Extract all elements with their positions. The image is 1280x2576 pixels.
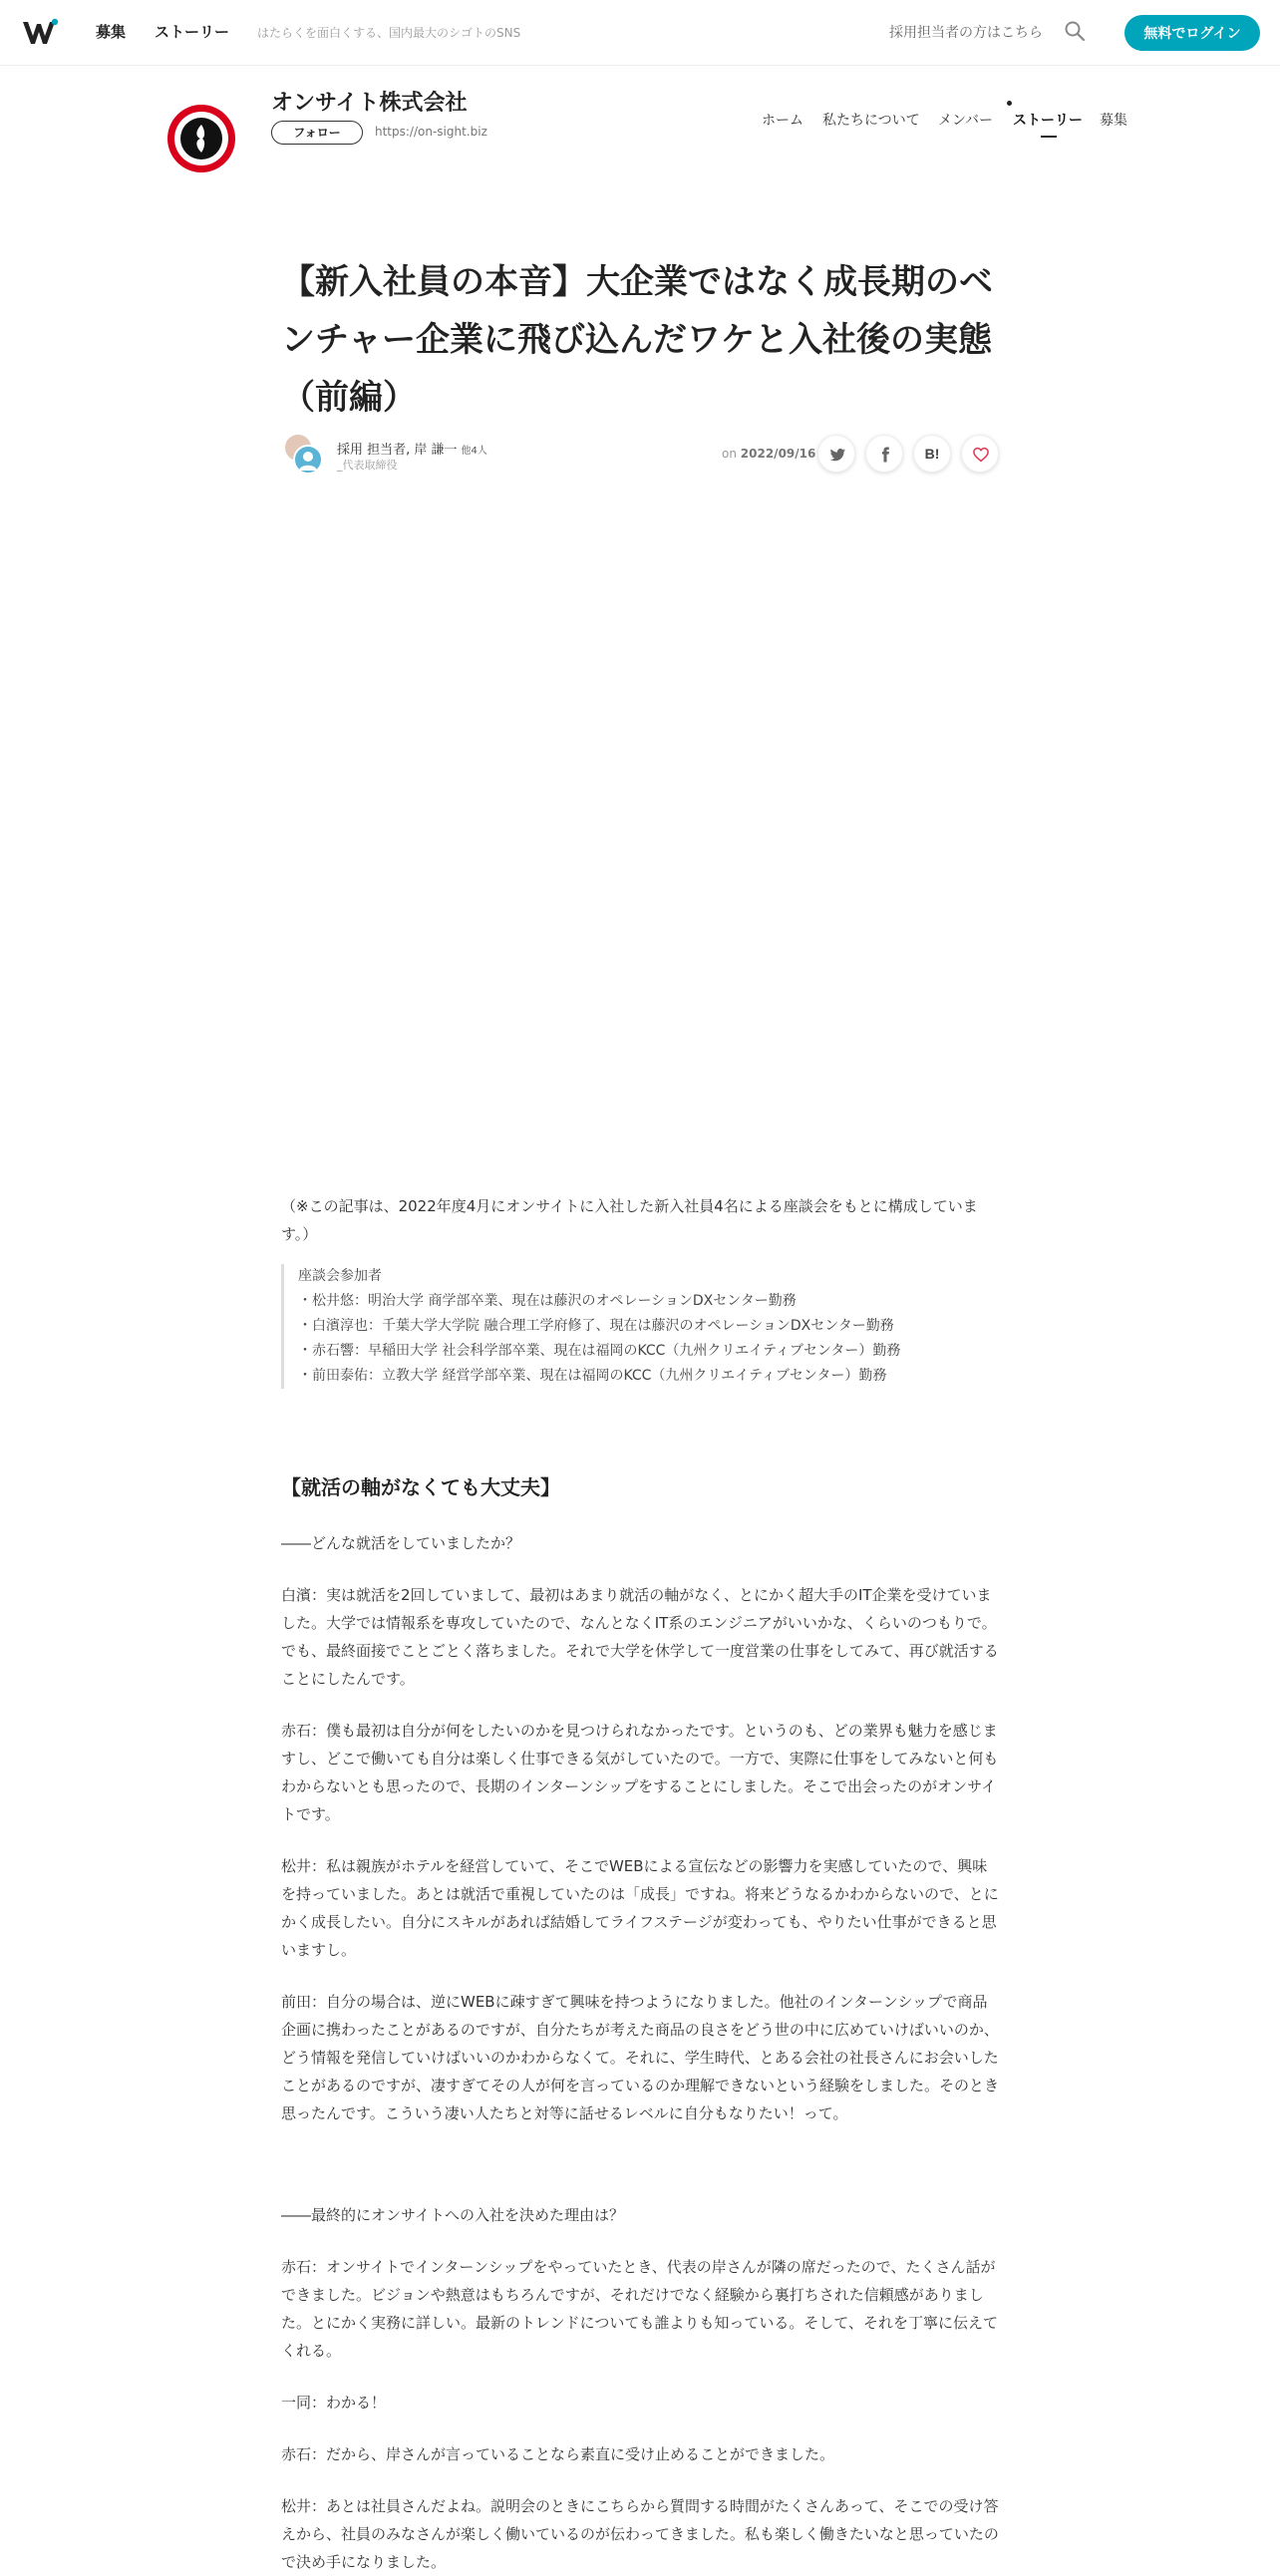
interview-answer: 赤石：だから、岸さんが言っていることなら素直に受け止めることができました。 (281, 2445, 835, 2463)
active-tab-underline (1041, 136, 1057, 138)
company-nav-members[interactable]: メンバー (938, 113, 994, 129)
nav-jobs-link[interactable]: 募集 (96, 23, 127, 41)
user-icon (295, 447, 321, 473)
author-others-count[interactable]: 他4人 (461, 446, 487, 457)
active-tab-dot (1007, 101, 1012, 106)
hatena-bookmark-icon: B! (924, 446, 940, 462)
company-logo-mark-icon (191, 123, 211, 155)
quote-line: ・赤石響：早稲田大学 社会科学部卒業、現在は福岡のKCC（九州クリエイティブセンター）勤務 (298, 1343, 901, 1359)
like-button[interactable] (961, 435, 999, 473)
author-role: _代表取締役 (337, 459, 398, 472)
interview-answer: 前田：自分の場合は、逆にWEBに疎すぎて興味を持つようになりました。他社のインターンシップで商品企画に携わったことがあるのですが、自分たちが考えた商品の良さをどう世の中に広めていけばいいのか、どう情報を発信していけばいいのかわからなくて。それに、学生時代、とある会社の社長さんにお会いしたことがあるのですが、凄すぎてその人が何を言っているのか理解できないという経験をしました。そのとき思ったんです。こういう凄い人たちと対等に話せるレベルに自分もなりたい！って。 (281, 1993, 1000, 2122)
quote-line: ・白濱淳也：千葉大学大学院 融合理工学府修了、現在は藤沢のオペレーションDXセンター勤務 (298, 1318, 894, 1334)
wantedly-logo-icon[interactable] (22, 18, 60, 48)
interview-answer: 赤石：オンサイトでインターンシップをやっていたとき、代表の岸さんが隣の席だったので、たくさん話ができました。ビジョンや熱意はもちろんですが、それだけでなく経験から裏打ちされた信頼感がありました。とにかく実務に詳しい。最新のトレンドについても誰よりも知っている。そして、それを丁寧に伝えてくれる。 (281, 2258, 999, 2360)
participants-quote (281, 1264, 999, 1389)
author-names[interactable] (337, 439, 487, 458)
company-nav-about[interactable]: 私たちについて (822, 113, 920, 129)
avatar (293, 445, 323, 475)
quote-line: ・前田泰佑：立教大学 経営学部卒業、現在は福岡のKCC（九州クリエイティブセンター）勤務 (298, 1368, 887, 1384)
recruiter-link[interactable]: 採用担当者の方はこちら (889, 25, 1043, 41)
interview-answer: 一同：わかる！ (281, 2394, 387, 2412)
login-button[interactable]: 無料でログイン (1124, 15, 1260, 51)
interview-answer: 白濱：実は就活を2回していまして、最初はあまり就活の軸がなく、とにかく超大手のIT企業を受けていました。大学では情報系を専攻していたので、なんとなくIT系のエンジニアがいいかな、くらいのつもりで。でも、最終面接でことごとく落ちました。それで大学を休学して一度営業の仕事をしてみて、再び就活することにしたんです。 (281, 1586, 999, 1688)
company-logo[interactable] (167, 105, 235, 172)
follow-button[interactable]: フォロー (271, 121, 363, 145)
quote-line: ・松井悠：明治大学 商学部卒業、現在は藤沢のオペレーションDXセンター勤務 (298, 1293, 797, 1309)
twitter-icon (828, 446, 846, 464)
company-url-link[interactable]: https://on-sight.biz (375, 125, 487, 139)
site-tagline: はたらくを面白くする、国内最大のシゴトのSNS (257, 26, 521, 40)
interview-answer: 松井：あとは社員さんだよね。説明会のときにこちらから質問する時間がたくさんあって、そこでの受け答えから、社員のみなさんが楽しく働いているのが伝わってきました。私も楽しく働きたいなと思っていたので決め手になりました。 (281, 2497, 999, 2571)
section-heading: 【就活の軸がなくても大丈夫】 (281, 1475, 560, 1499)
company-name[interactable]: オンサイト株式会社 (271, 91, 468, 116)
post-date-prefix: on (722, 447, 737, 461)
author-avatars[interactable] (283, 433, 325, 475)
search-icon[interactable] (1063, 19, 1087, 43)
interview-answer: 赤石：僕も最初は自分が何をしたいのかを見つけられなかったです。というのも、どの業界も魅力を感じますし、どこで働いても自分は楽しく仕事できる気がしていたので。一方で、実際に仕事をしてみないと何もわからないとも思ったので、長期のインターンシップをすることにしました。そこで出会ったのがオンサイトです。 (281, 1722, 999, 1823)
article-intro: （※この記事は、2022年度4月にオンサイトに入社した新入社員4名による座談会をもとに構成しています。） (281, 1197, 978, 1243)
hero-image-area (281, 498, 999, 1166)
share-twitter-button[interactable] (817, 435, 855, 473)
share-hatena-button[interactable] (913, 435, 951, 473)
interview-answer: 松井：私は親族がホテルを経営していて、そこでWEBによる宣伝などの影響力を実感していたので、興味を持っていました。あとは就活で重視していたのは「成長」ですね。将来どうなるかわからないので、とにかく成長したい。自分にスキルがあれば結婚してライフステージが変わっても、やりたい仕事ができると思いますし。 (281, 1857, 999, 1959)
article-title: 【新入社員の本音】大企業ではなく成長期のベンチャー企業に飛び込んだワケと入社後の実態（前編） (281, 262, 993, 418)
heart-icon (972, 446, 990, 464)
post-date-value: 2022/09/16 (740, 447, 816, 461)
global-header (0, 0, 1280, 66)
company-nav-home[interactable]: ホーム (762, 113, 803, 129)
interview-question: ――最終的にオンサイトへの入社を決めた理由は？ (281, 2206, 624, 2224)
company-nav-jobs[interactable]: 募集 (1100, 113, 1127, 129)
post-date (722, 447, 815, 461)
facebook-icon (876, 446, 894, 464)
author-names-text[interactable]: 採用 担当者, 岸 謙一 (337, 443, 458, 458)
company-nav-stories[interactable]: ストーリー (1013, 113, 1083, 129)
interview-question: ――どんな就活をしていましたか？ (281, 1534, 521, 1552)
share-facebook-button[interactable] (865, 435, 903, 473)
quote-heading: 座談会参加者 (298, 1268, 382, 1284)
nav-stories-link[interactable]: ストーリー (155, 23, 230, 41)
